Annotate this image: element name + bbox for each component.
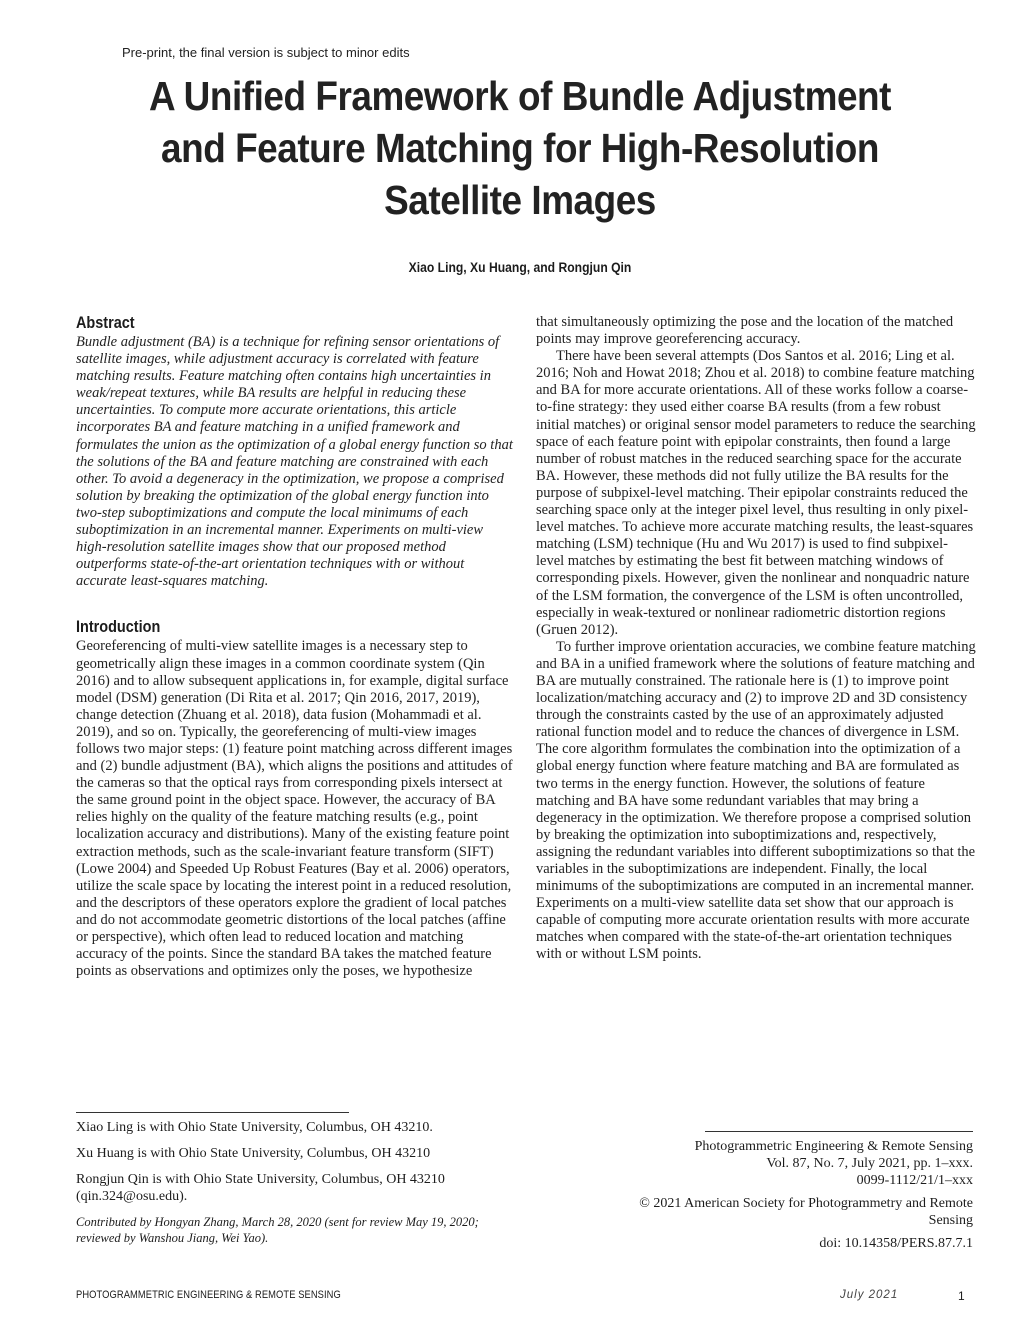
doi: doi: 10.14358/PERS.87.7.1 — [819, 1236, 973, 1251]
journal-name: Photogrammetric Engineering & Remote Sensing — [694, 1139, 973, 1154]
volume-info: Vol. 87, No. 7, July 2021, pp. 1–xxx. — [766, 1156, 973, 1171]
right-column — [536, 314, 976, 964]
copyright: © 2021 American Society for Photogrammetry and Remote Sensing — [639, 1196, 973, 1228]
left-column — [76, 312, 517, 980]
running-footer-journal: PHOTOGRAMMETRIC ENGINEERING & REMOTE SENSING — [76, 1289, 341, 1301]
intro-paragraph-1-continued: that simultaneously optimizing the pose and the location of the matched points may improve georeferencing accuracy. — [536, 314, 954, 348]
abstract-heading: Abstract — [76, 313, 135, 332]
contribution-note: Contributed by Hongyan Zhang, March 28, 2020 (sent for review May 19, 2020; reviewed by Wanshou Jiang, Wei Yao). — [76, 1215, 479, 1245]
running-footer-date: July 2021 — [840, 1289, 899, 1301]
publication-info — [600, 1138, 973, 1258]
issn: 0099-1112/21/1–xxx — [856, 1173, 973, 1188]
intro-paragraph-3: To further improve orientation accuracies, we combine feature matching and BA in a unified framework where the solutions of feature matching and BA are mutually constrained. The rationale here is (1) to improve point localization/matching accuracy and (2) to improve 2D and 3D consistency through the constraints casted by the use of an approximately adjusted rational function model and to reduce the chances of divergence in LSM. The core algorithm formulates the combination into the optimization of a global energy function where feature matching and BA are formulated as two terms in the energy function. However, the solutions of feature matching and BA have some redundant variables that may bring a degeneracy in the optimization. We therefore propose a comprised solution by breaking the optimization into suboptimizations and, respectively, assigning the redundant variables into different suboptimizations so that the variables in the suboptimizations are independent. Finally, the local minimums of the suboptimizations are computed in an incremental manner. Experiments on a multi-view satellite data set show that our approach is capable of computing more accurate orientation results with more accurate matches when compared with the state-of-the-art orientation techniques with or without LSM points. — [536, 638, 976, 963]
paper-title: A Unified Framework of Bundle Adjustment and Feature Matching for High-Resolution Satellite Images — [149, 73, 891, 223]
affiliation-rule — [76, 1112, 349, 1113]
intro-paragraph-2: There have been several attempts (Dos Santos et al. 2016; Ling et al. 2016; Noh and Howat 2018; Zhou et al. 2018) to combine feature matching and BA for more accurate orientations. All of these works follow a coarse-to-fine strategy: they used either coarse BA results (from a few robust initial matches) or original sensor model parameters to reduce the searching space of each feature point with epipolar constraints, then found a large number of robust matches in the reduced searching space for the accurate BA. However, these methods did not fully utilize the BA results for the purpose of subpixel-level matching. Their epipolar constraints reduced the searching space only at the integer pixel level, thus resulting in only pixel-level matches. To achieve more accurate matching results, the least-squares matching (LSM) technique (Hu and Wu 2017) is used to find subpixel-level matches by estimating the best fit between matching windows of corresponding pixels. However, given the nonlinear and nonquadric nature of the LSM formation, the convergence of the LSM is often uncontrolled, especially in weak-textured or nonlinear radiometric distortion regions (Gruen 2012). — [536, 348, 976, 638]
abstract-text: Bundle adjustment (BA) is a technique for refining sensor orientations of satellite images, while adjustment accuracy is correlated with feature matching results. Feature matching often contains high uncertainties in weak/repeat textures, while BA results are helpful in reducing these uncertainties. To compute more accurate orientations, this article incorporates BA and feature matching in a unified framework and formulates the union as the optimization of a global energy function so that the solutions of the BA and feature matching are constrained with each other. To avoid a degeneracy in the optimization, we propose a comprised solution by breaking the optimization of the global energy function into two-step suboptimizations and compute the local minimums of each suboptimization in an incremental manner. Experiments on multi-view high-resolution satellite images show that our proposed method outperforms state-of-the-art orientation techniques with or without accurate least-squares matching. — [76, 334, 513, 590]
publication-rule — [705, 1131, 973, 1132]
author-list: Xiao Ling, Xu Huang, and Rongjun Qin — [408, 260, 632, 275]
introduction-section — [76, 616, 517, 980]
affiliation-qin: Rongjun Qin is with Ohio State University, Columbus, OH 43210 (qin.324@osu.edu). — [76, 1172, 445, 1204]
author-affiliations — [76, 1119, 521, 1255]
affiliation-ling: Xiao Ling is with Ohio State University, Columbus, OH 43210. — [76, 1120, 433, 1135]
intro-paragraph-1: Georeferencing of multi-view satellite images is a necessary step to geometrically align these images in a common coordinate system (Qin 2016) and to allow subsequent applications in, for example, digital surface model (DSM) generation (Di Rita et al. 2017; Qin 2016, 2017, 2019), change detection (Zhuang et al. 2018), data fusion (Mohammadi et al. 2019), and so on. Typically, the georeferencing of multi-view images follows two major steps: (1) feature point matching across different images and (2) bundle adjustment (BA), which aligns the positions and attitudes of the cameras so that the optical rays from corresponding pixels intersect at the same ground point in the object space. However, the accuracy of BA relies highly on the quality of the feature matching results (e.g., point localization accuracy and distributions). Many of the existing feature point extraction methods, such as the scale-invariant feature transform (SIFT) (Lowe 2004) and Speeded Up Robust Features (Bay et al. 2006) operators, utilize the scale space by locating the interest point in a reduced resolution, and the descriptors of these operators explore the gradient of local patches and do not accommodate geometric distortions of the local patches (affine or perspective), which often lead to reduced location and matching accuracy of the points. Since the standard BA takes the matched feature points as observations and optimizes only the poses, we hypothesize — [76, 638, 513, 980]
page-number: 1 — [958, 1289, 965, 1303]
preprint-note: Pre-print, the final version is subject to minor edits — [122, 45, 410, 60]
affiliation-huang: Xu Huang is with Ohio State University, Columbus, OH 43210 — [76, 1146, 431, 1161]
abstract-section — [76, 312, 517, 590]
introduction-heading: Introduction — [76, 617, 161, 637]
